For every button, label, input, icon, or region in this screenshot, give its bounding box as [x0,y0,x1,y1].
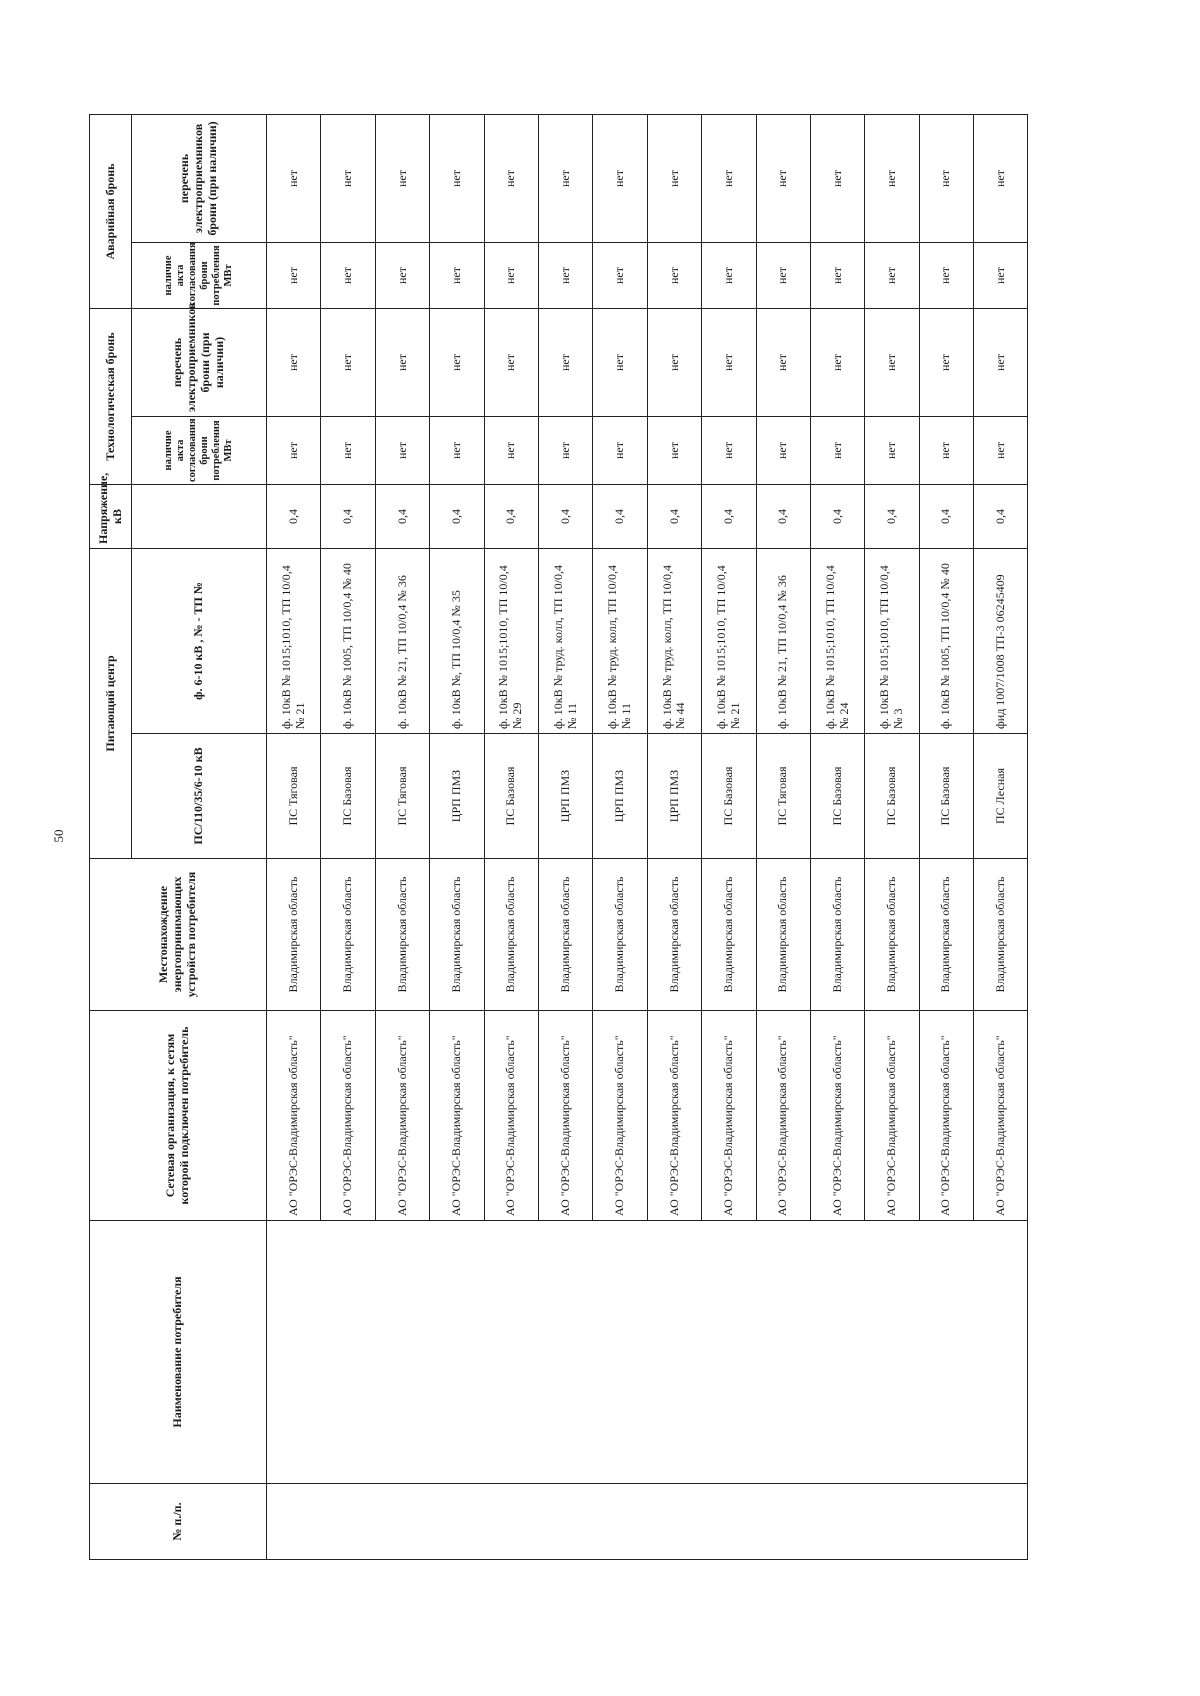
header-location: Местонахождение энергопринимающих устройств потребителя [90,859,267,1011]
cell-emergency-act: нет [702,242,756,308]
cell-network-organization: АО "ОРЭС-Владимирская область" [756,1011,810,1221]
cell-tech-list: нет [321,308,375,416]
cell-emergency-list: нет [430,114,484,242]
cell-emergency-list: нет [593,114,647,242]
cell-location: Владимирская область [647,859,701,1011]
rotated-document-table-container [89,121,1034,1560]
cell-feeder: ф. 10кВ № 1015;1010, ТП 10/0,4 № 29 [484,548,538,733]
cell-voltage: 0,4 [484,484,538,548]
header-tech-act: наличие акта согласования брони потребления МВт [132,416,267,484]
cell-substation: ПС Базовая [321,734,375,859]
cell-network-organization: АО "ОРЭС-Владимирская область" [810,1011,864,1221]
header-num: № п./п. [90,1484,267,1560]
cell-emergency-list: нет [810,114,864,242]
cell-location: Владимирская область [430,859,484,1011]
cell-feeder: фид 1007/1008 ТП-3 06245409 [974,548,1028,733]
cell-tech-act: нет [810,416,864,484]
cell-emergency-list: нет [321,114,375,242]
cell-network-organization: АО "ОРЭС-Владимирская область" [538,1011,592,1221]
cell-voltage: 0,4 [865,484,919,548]
cell-feeder: ф. 10кВ № труд. колл, ТП 10/0,4 № 11 [593,548,647,733]
cell-tech-act: нет [593,416,647,484]
header-feed-center: Питающий центр [90,548,132,858]
cell-location: Владимирская область [810,859,864,1011]
cell-location: Владимирская область [702,859,756,1011]
cell-tech-act: нет [974,416,1028,484]
cell-network-organization: АО "ОРЭС-Владимирская область" [865,1011,919,1221]
cell-emergency-act: нет [756,242,810,308]
cell-substation: ПС Базовая [810,734,864,859]
cell-tech-list: нет [593,308,647,416]
cell-network-organization: АО "ОРЭС-Владимирская область" [702,1011,756,1221]
cell-tech-list: нет [375,308,429,416]
table-row [267,114,321,1559]
cell-substation: ЦРП ПМЗ [538,734,592,859]
header-technological-reserve: Технологическая бронь [90,308,132,484]
cell-network-organization: АО "ОРЭС-Владимирская область" [974,1011,1028,1221]
cell-emergency-act: нет [810,242,864,308]
header-network-organization: Сетевая организация, к сетям которой подключен потребитель [90,1011,267,1221]
cell-tech-list: нет [647,308,701,416]
cell-location: Владимирская область [321,859,375,1011]
header-feeder: ф. 6-10 кВ , № - ТП № [132,548,267,733]
cell-feeder: ф. 10кВ № 21, ТП 10/0,4 № 36 [756,548,810,733]
header-voltage-blank [132,484,267,548]
cell-feeder: ф. 10кВ № 1015;1010, ТП 10/0,4 № 21 [267,548,321,733]
cell-emergency-list: нет [756,114,810,242]
header-tech-list: перечень электроприемников брони (при наличии) [132,308,267,416]
cell-emergency-act: нет [484,242,538,308]
cell-location: Владимирская область [593,859,647,1011]
cell-tech-act: нет [919,416,973,484]
cell-emergency-list: нет [484,114,538,242]
cell-substation: ЦРП ПМЗ [430,734,484,859]
cell-location: Владимирская область [865,859,919,1011]
cell-voltage: 0,4 [810,484,864,548]
cell-tech-list: нет [756,308,810,416]
cell-emergency-act: нет [919,242,973,308]
cell-emergency-list: нет [865,114,919,242]
cell-feeder: ф. 10кВ № 1005, ТП 10/0,4 № 40 [321,548,375,733]
cell-consumer-name [267,1221,1028,1484]
cell-emergency-list: нет [702,114,756,242]
cell-substation: ПС Базовая [865,734,919,859]
cell-feeder: ф. 10кВ № труд. колл, ТП 10/0,4 № 11 [538,548,592,733]
cell-feeder: ф. 10кВ № 1005, ТП 10/0,4 № 40 [919,548,973,733]
cell-voltage: 0,4 [974,484,1028,548]
page-number: 50 [51,829,66,843]
cell-voltage: 0,4 [375,484,429,548]
cell-emergency-list: нет [919,114,973,242]
cell-substation: ПС Тяговая [756,734,810,859]
cell-tech-list: нет [484,308,538,416]
cell-tech-act: нет [865,416,919,484]
cell-location: Владимирская область [375,859,429,1011]
cell-tech-act: нет [647,416,701,484]
cell-network-organization: АО "ОРЭС-Владимирская область" [593,1011,647,1221]
cell-emergency-act: нет [375,242,429,308]
cell-voltage: 0,4 [538,484,592,548]
cell-location: Владимирская область [919,859,973,1011]
consumer-reserve-table [89,114,1028,1560]
cell-tech-act: нет [267,416,321,484]
cell-tech-act: нет [321,416,375,484]
cell-emergency-act: нет [647,242,701,308]
cell-emergency-act: нет [974,242,1028,308]
cell-network-organization: АО "ОРЭС-Владимирская область" [375,1011,429,1221]
cell-tech-list: нет [538,308,592,416]
header-substation: ПС/110/35/6-10 кВ [132,734,267,859]
cell-num [267,1484,1028,1560]
cell-tech-list: нет [810,308,864,416]
table-body [267,114,1028,1559]
cell-tech-act: нет [484,416,538,484]
cell-feeder: ф. 10кВ № 1015;1010, ТП 10/0,4 № 3 [865,548,919,733]
cell-voltage: 0,4 [919,484,973,548]
cell-substation: ЦРП ПМЗ [593,734,647,859]
cell-tech-act: нет [430,416,484,484]
cell-voltage: 0,4 [430,484,484,548]
cell-voltage: 0,4 [756,484,810,548]
cell-network-organization: АО "ОРЭС-Владимирская область" [647,1011,701,1221]
cell-emergency-act: нет [321,242,375,308]
header-emergency-list: перечень электроприемников брони (при наличии) [132,114,267,242]
cell-substation: ПС Тяговая [375,734,429,859]
cell-feeder: ф. 10кВ № 21, ТП 10/0,4 № 36 [375,548,429,733]
cell-location: Владимирская область [267,859,321,1011]
cell-emergency-list: нет [538,114,592,242]
cell-emergency-act: нет [593,242,647,308]
cell-substation: ПС Тяговая [267,734,321,859]
cell-tech-list: нет [919,308,973,416]
cell-substation: ПС Базовая [702,734,756,859]
cell-substation: ПС Базовая [919,734,973,859]
cell-tech-act: нет [756,416,810,484]
cell-emergency-act: нет [267,242,321,308]
cell-feeder: ф. 10кВ №, ТП 10/0,4 № 35 [430,548,484,733]
cell-voltage: 0,4 [702,484,756,548]
cell-substation: ПС Базовая [484,734,538,859]
cell-voltage: 0,4 [267,484,321,548]
cell-emergency-list: нет [375,114,429,242]
cell-location: Владимирская область [974,859,1028,1011]
header-emergency-reserve: Аварийная бронь [90,114,132,308]
cell-substation: ЦРП ПМЗ [647,734,701,859]
header-voltage: Напряжение, кВ [90,484,132,548]
cell-tech-act: нет [375,416,429,484]
cell-tech-act: нет [702,416,756,484]
header-consumer-name: Наименование потребителя [90,1221,267,1484]
cell-location: Владимирская область [484,859,538,1011]
cell-network-organization: АО "ОРЭС-Владимирская область" [484,1011,538,1221]
cell-feeder: ф. 10кВ № 1015;1010, ТП 10/0,4 № 21 [702,548,756,733]
cell-tech-list: нет [702,308,756,416]
cell-emergency-act: нет [538,242,592,308]
cell-network-organization: АО "ОРЭС-Владимирская область" [919,1011,973,1221]
cell-emergency-list: нет [267,114,321,242]
cell-voltage: 0,4 [647,484,701,548]
cell-feeder: ф. 10кВ № труд. колл, ТП 10/0,4 № 44 [647,548,701,733]
cell-feeder: ф. 10кВ № 1015;1010, ТП 10/0,4 № 24 [810,548,864,733]
cell-location: Владимирская область [756,859,810,1011]
cell-voltage: 0,4 [593,484,647,548]
cell-tech-list: нет [865,308,919,416]
cell-tech-act: нет [538,416,592,484]
cell-tech-list: нет [974,308,1028,416]
cell-tech-list: нет [267,308,321,416]
cell-emergency-act: нет [430,242,484,308]
cell-network-organization: АО "ОРЭС-Владимирская область" [430,1011,484,1221]
cell-substation: ПС Лесная [974,734,1028,859]
cell-emergency-act: нет [865,242,919,308]
cell-voltage: 0,4 [321,484,375,548]
cell-emergency-list: нет [647,114,701,242]
cell-network-organization: АО "ОРЭС-Владимирская область" [267,1011,321,1221]
cell-tech-list: нет [430,308,484,416]
cell-network-organization: АО "ОРЭС-Владимирская область" [321,1011,375,1221]
header-emergency-act: наличие акта согласования брони потребления МВт [132,242,267,308]
cell-emergency-list: нет [974,114,1028,242]
cell-location: Владимирская область [538,859,592,1011]
